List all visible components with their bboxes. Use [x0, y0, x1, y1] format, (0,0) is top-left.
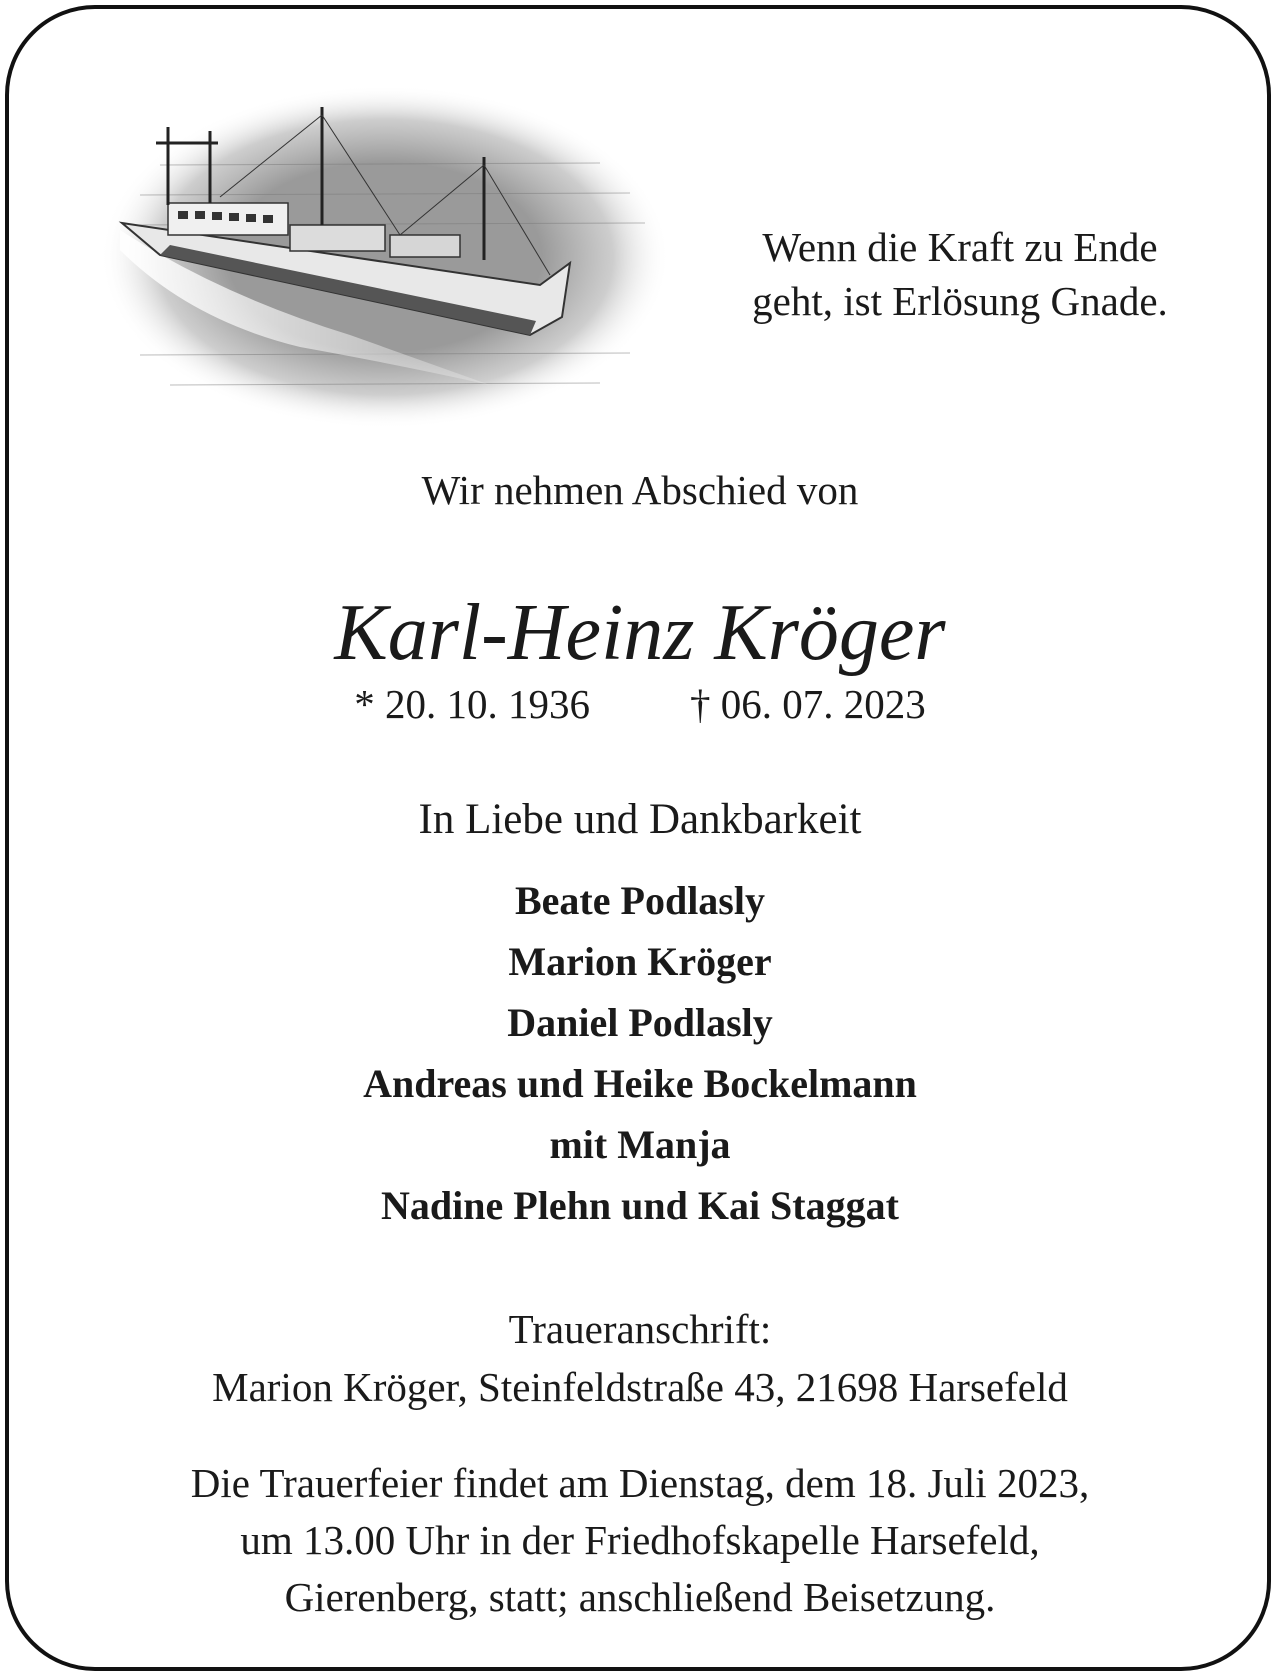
ship-photo — [100, 85, 670, 430]
family-list — [0, 870, 1280, 1236]
service-info — [0, 1455, 1280, 1626]
service-line: Die Trauerfeier findet am Dienstag, dem 18. Juli 2023, — [190, 1460, 1090, 1506]
family-member: Daniel Podlasly — [507, 1000, 773, 1045]
mourning-address — [0, 1300, 1280, 1416]
family-member: Marion Kröger — [508, 939, 772, 984]
address-line: Marion Kröger, Steinfeldstraße 43, 21698 Harsefeld — [212, 1364, 1068, 1410]
quote-line: Wenn die Kraft zu Ende — [762, 224, 1158, 270]
address-label: Traueranschrift: — [508, 1306, 772, 1352]
quote-line: geht, ist Erlösung Gnade. — [752, 278, 1168, 324]
service-line: um 13.00 Uhr in der Friedhofskapelle Harsefeld, — [240, 1517, 1040, 1563]
family-member: Beate Podlasly — [515, 878, 765, 923]
family-member: mit Manja — [549, 1122, 731, 1167]
family-member: Nadine Plehn und Kai Staggat — [381, 1183, 899, 1228]
birth-date: * 20. 10. 1936 — [354, 681, 590, 727]
thanks-line: In Liebe und Dankbarkeit — [418, 796, 862, 843]
service-line: Gierenberg, statt; anschließend Beisetzung. — [284, 1574, 996, 1620]
family-member: Andreas und Heike Bockelmann — [363, 1061, 917, 1106]
life-dates — [0, 680, 1280, 728]
quote — [700, 220, 1220, 328]
intro-text: Wir nehmen Abschied von — [421, 467, 859, 513]
death-date: † 06. 07. 2023 — [690, 681, 926, 727]
deceased-name: Karl-Heinz Kröger — [334, 589, 946, 677]
